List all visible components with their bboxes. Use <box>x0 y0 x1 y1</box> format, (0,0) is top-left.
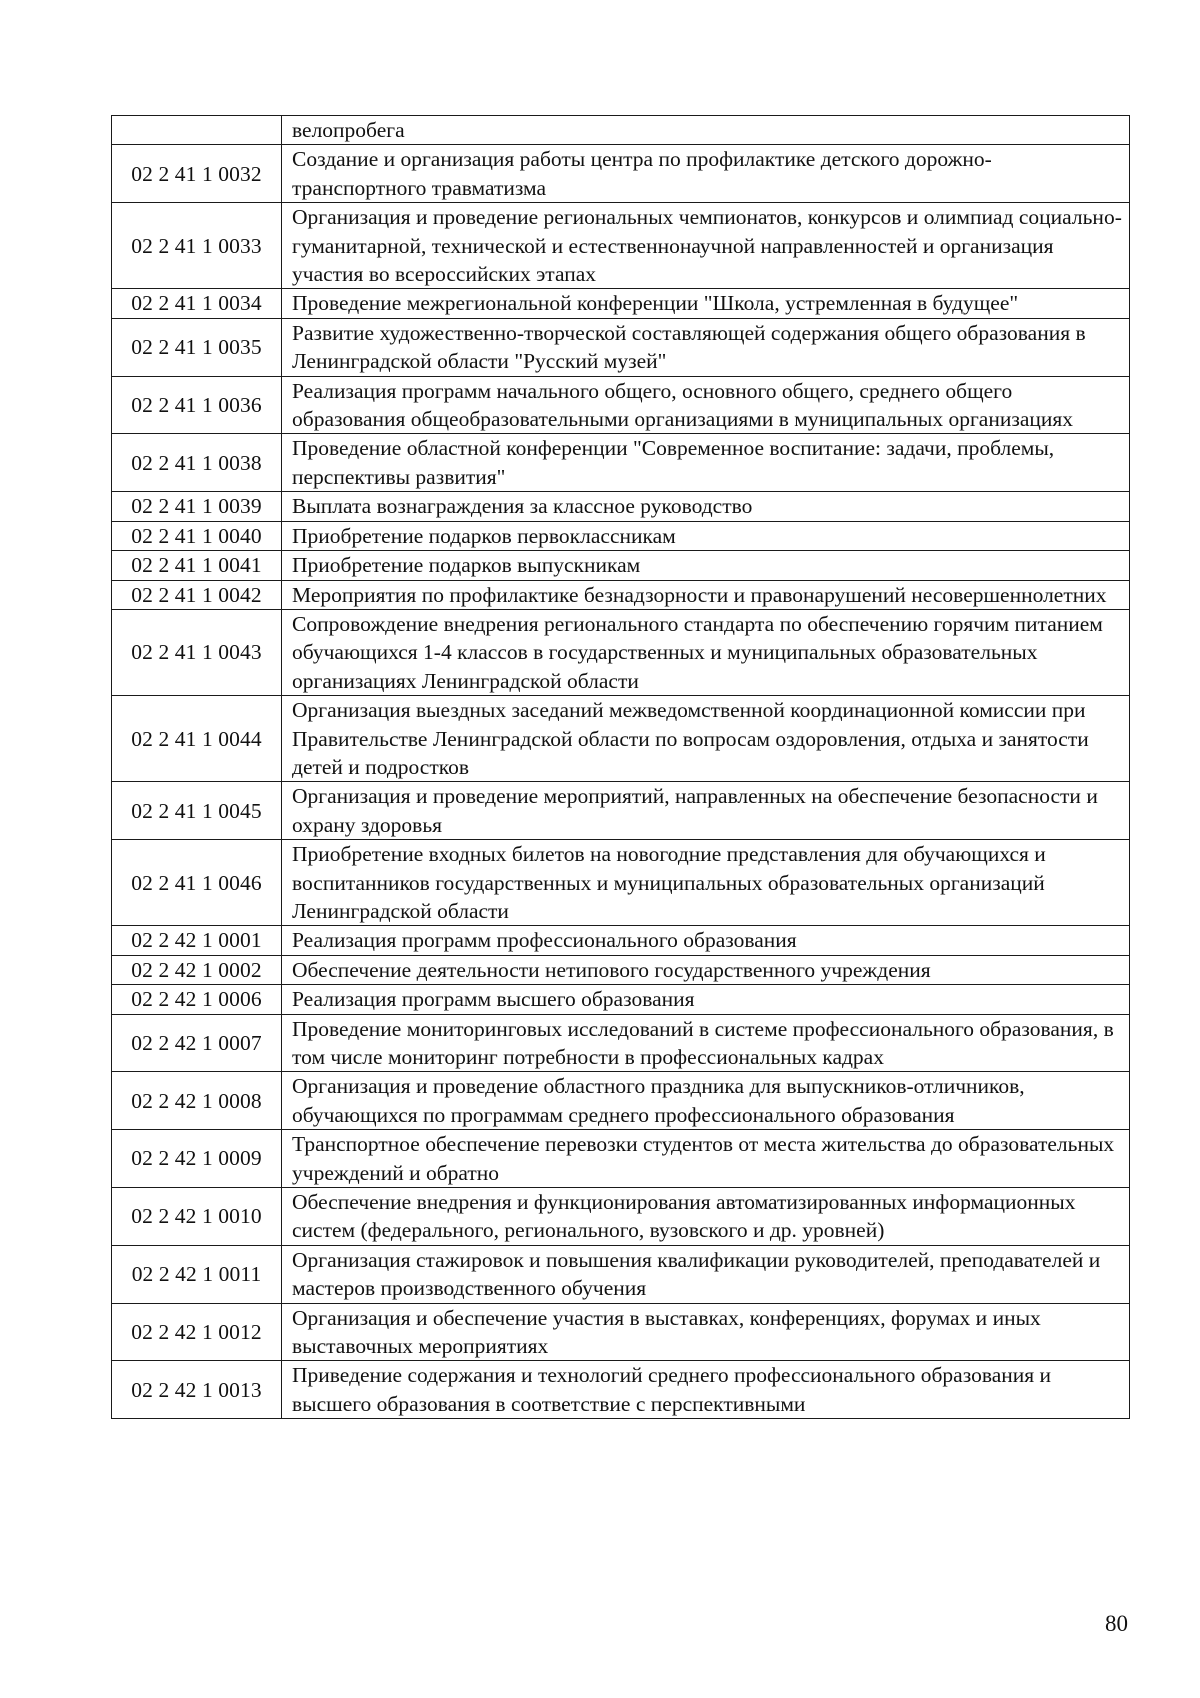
description-cell: Реализация программ начального общего, основного общего, среднего общего образования общеобразовательными организациями в муниципальных организациях <box>282 376 1130 434</box>
table-row <box>112 782 1130 840</box>
table-row <box>112 1130 1130 1188</box>
budget-code-cell: 02 2 42 1 0009 <box>112 1130 282 1188</box>
budget-code-cell: 02 2 41 1 0045 <box>112 782 282 840</box>
budget-code-cell: 02 2 41 1 0042 <box>112 580 282 609</box>
budget-code-cell: 02 2 41 1 0033 <box>112 203 282 289</box>
budget-codes-table <box>111 115 1130 1419</box>
budget-code-cell: 02 2 42 1 0011 <box>112 1245 282 1303</box>
description-cell: Сопровождение внедрения регионального стандарта по обеспечению горячим питанием обучающихся 1-4 классов в государственных и муниципальных образовательных организациях Ленинградской области <box>282 609 1130 695</box>
table-row <box>112 1245 1130 1303</box>
table-row <box>112 145 1130 203</box>
description-cell: Проведение мониторинговых исследований в системе профессионального образования, в том числе мониторинг потребности в профессиональных кадрах <box>282 1014 1130 1072</box>
table-row <box>112 926 1130 955</box>
budget-code-cell: 02 2 41 1 0038 <box>112 434 282 492</box>
description-cell: Обеспечение деятельности нетипового государственного учреждения <box>282 955 1130 984</box>
table-row <box>112 203 1130 289</box>
budget-code-cell: 02 2 41 1 0032 <box>112 145 282 203</box>
description-cell: Организация и проведение областного праздника для выпускников-отличников, обучающихся по программам среднего профессионального образования <box>282 1072 1130 1130</box>
budget-code-cell: 02 2 42 1 0012 <box>112 1303 282 1361</box>
table-row <box>112 434 1130 492</box>
table-row <box>112 955 1130 984</box>
budget-code-cell: 02 2 42 1 0010 <box>112 1188 282 1246</box>
table-row <box>112 1361 1130 1419</box>
table-row <box>112 1014 1130 1072</box>
budget-code-cell: 02 2 42 1 0007 <box>112 1014 282 1072</box>
description-cell: Приведение содержания и технологий среднего профессионального образования и высшего образования в соответствие с перспективными <box>282 1361 1130 1419</box>
table-row <box>112 1303 1130 1361</box>
budget-code-cell: 02 2 42 1 0002 <box>112 955 282 984</box>
budget-code-cell: 02 2 42 1 0001 <box>112 926 282 955</box>
description-cell: Приобретение подарков первоклассникам <box>282 521 1130 550</box>
budget-code-cell: 02 2 41 1 0043 <box>112 609 282 695</box>
table-row <box>112 696 1130 782</box>
table-row <box>112 1188 1130 1246</box>
description-cell: Организация и проведение региональных чемпионатов, конкурсов и олимпиад социально-гуманитарной, технической и естественнонаучной направленностей и организация участия во всероссийских этапах <box>282 203 1130 289</box>
table-row <box>112 521 1130 550</box>
description-cell: Мероприятия по профилактике безнадзорности и правонарушений несовершеннолетних <box>282 580 1130 609</box>
table-row <box>112 492 1130 521</box>
budget-code-cell: 02 2 42 1 0006 <box>112 985 282 1014</box>
table-row <box>112 551 1130 580</box>
table-row <box>112 840 1130 926</box>
table-row <box>112 985 1130 1014</box>
description-cell: Организация и обеспечение участия в выставках, конференциях, форумах и иных выставочных мероприятиях <box>282 1303 1130 1361</box>
description-cell: Приобретение подарков выпускникам <box>282 551 1130 580</box>
budget-code-cell: 02 2 41 1 0044 <box>112 696 282 782</box>
budget-code-cell: 02 2 41 1 0036 <box>112 376 282 434</box>
description-cell: Организация стажировок и повышения квалификации руководителей, преподавателей и мастеров производственного обучения <box>282 1245 1130 1303</box>
table-row <box>112 116 1130 145</box>
table-row <box>112 580 1130 609</box>
description-cell: Проведение областной конференции "Современное воспитание: задачи, проблемы, перспективы развития" <box>282 434 1130 492</box>
table-row <box>112 609 1130 695</box>
description-cell: Обеспечение внедрения и функционирования автоматизированных информационных систем (федерального, регионального, вузовского и др. уровней) <box>282 1188 1130 1246</box>
description-cell: велопробега <box>282 116 1130 145</box>
description-cell: Проведение межрегиональной конференции "Школа, устремленная в будущее" <box>282 289 1130 318</box>
description-cell: Реализация программ высшего образования <box>282 985 1130 1014</box>
description-cell: Приобретение входных билетов на новогодние представления для обучающихся и воспитанников государственных и муниципальных образовательных организаций Ленинградской области <box>282 840 1130 926</box>
budget-code-cell <box>112 116 282 145</box>
budget-code-cell: 02 2 42 1 0013 <box>112 1361 282 1419</box>
budget-code-cell: 02 2 41 1 0039 <box>112 492 282 521</box>
description-cell: Выплата вознаграждения за классное руководство <box>282 492 1130 521</box>
description-cell: Организация выездных заседаний межведомственной координационной комиссии при Правительстве Ленинградской области по вопросам оздоровления, отдыха и занятости детей и подростков <box>282 696 1130 782</box>
budget-code-cell: 02 2 41 1 0041 <box>112 551 282 580</box>
description-cell: Организация и проведение мероприятий, направленных на обеспечение безопасности и охрану здоровья <box>282 782 1130 840</box>
description-cell: Транспортное обеспечение перевозки студентов от места жительства до образовательных учреждений и обратно <box>282 1130 1130 1188</box>
description-cell: Реализация программ профессионального образования <box>282 926 1130 955</box>
budget-code-cell: 02 2 42 1 0008 <box>112 1072 282 1130</box>
table-row <box>112 318 1130 376</box>
description-cell: Развитие художественно-творческой составляющей содержания общего образования в Ленинградской области "Русский музей" <box>282 318 1130 376</box>
budget-code-cell: 02 2 41 1 0046 <box>112 840 282 926</box>
description-cell: Создание и организация работы центра по профилактике детского дорожно-транспортного травматизма <box>282 145 1130 203</box>
table-body <box>112 116 1130 1419</box>
budget-code-cell: 02 2 41 1 0040 <box>112 521 282 550</box>
page-number: 80 <box>1105 1611 1128 1636</box>
budget-code-cell: 02 2 41 1 0034 <box>112 289 282 318</box>
budget-code-cell: 02 2 41 1 0035 <box>112 318 282 376</box>
table-row <box>112 289 1130 318</box>
table-row <box>112 1072 1130 1130</box>
table-row <box>112 376 1130 434</box>
